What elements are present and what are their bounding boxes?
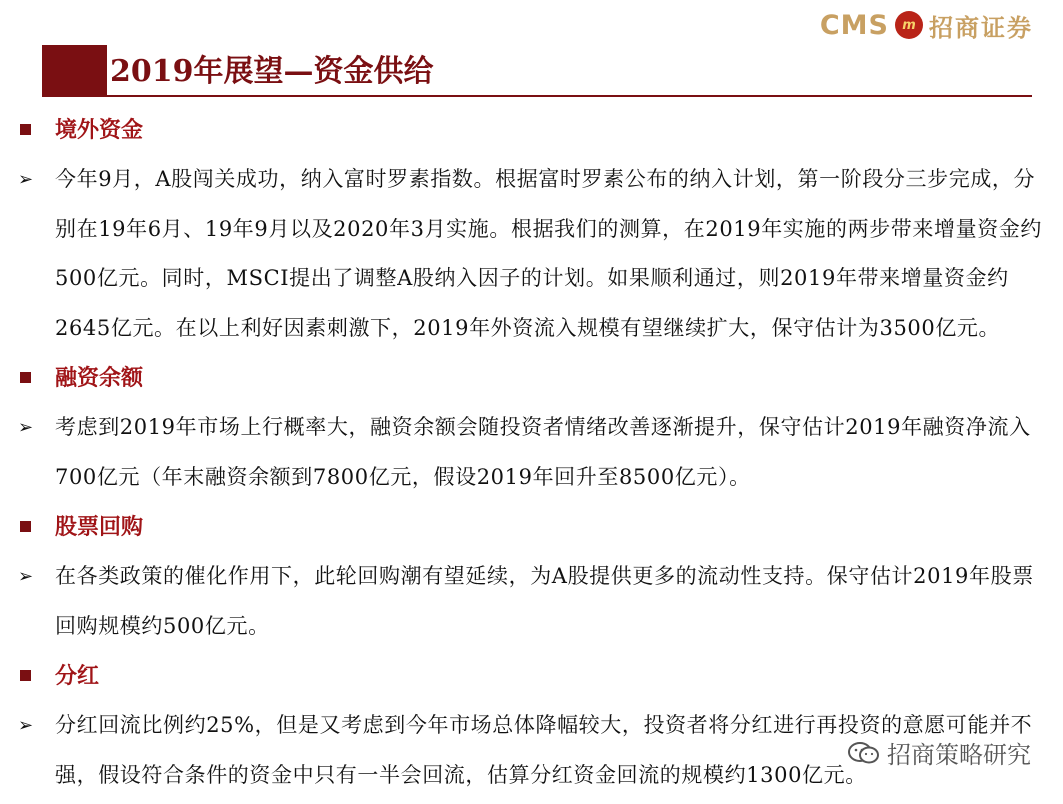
section-heading: 分红 xyxy=(55,663,100,689)
arrow-bullet-icon: ➢ xyxy=(18,169,34,190)
square-bullet-icon xyxy=(20,372,31,383)
watermark-text: 招商策略研究 xyxy=(887,741,1031,769)
section-heading: 股票回购 xyxy=(55,514,144,540)
section-heading: 融资余额 xyxy=(55,365,144,391)
bullet-text: 今年9月，A股闯关成功，纳入富时罗素指数。根据富时罗素公布的纳入计划，第一阶段分三步完成，分别在19年6月、19年9月以及2020年3月实施。根据我们的测算，在2019年实施的两步带来增量资金约500亿元。同时，MSCI提出了调整A股纳入因子的计划。如果顺利通过，则2019年带来增量资金约2645亿元。在以上利好因素刺激下，2019年外资流入规模有望继续扩大，保守估计为3500亿元。 xyxy=(55,167,1043,340)
bullet-text: 在各类政策的催化作用下，此轮回购潮有望延续，为A股提供更多的流动性支持。保守估计2019年股票回购规模约500亿元。 xyxy=(55,564,1034,638)
logo-mark-icon: m xyxy=(895,11,923,39)
square-bullet-icon xyxy=(20,670,31,681)
square-bullet-icon xyxy=(20,124,31,135)
arrow-bullet-icon: ➢ xyxy=(18,566,34,587)
square-bullet-icon xyxy=(20,521,31,532)
bullet-text: 考虑到2019年市场上行概率大，融资余额会随投资者情绪改善逐渐提升，保守估计2019年融资净流入700亿元（年末融资余额到7800亿元，假设2019年回升至8500亿元）。 xyxy=(55,415,1031,489)
logo-cms-text: CMS xyxy=(819,9,889,41)
content-body xyxy=(0,105,1063,800)
arrow-bullet-icon: ➢ xyxy=(18,715,34,736)
company-logo xyxy=(820,8,1033,42)
title-divider xyxy=(42,95,1032,97)
arrow-bullet-icon: ➢ xyxy=(18,417,34,438)
section-heading-buyback xyxy=(0,502,1063,552)
wechat-watermark xyxy=(847,735,1031,770)
section-heading-foreign-capital xyxy=(0,105,1063,155)
bullet-paragraph xyxy=(0,155,1063,353)
section-heading-dividend xyxy=(0,651,1063,701)
bullet-paragraph xyxy=(0,403,1063,502)
wechat-icon xyxy=(847,741,881,765)
title-accent-block xyxy=(42,45,107,97)
section-heading: 境外资金 xyxy=(55,117,144,143)
logo-company-name: 招商证券 xyxy=(929,12,1033,42)
bullet-text: 分红回流比例约25%，但是又考虑到今年市场总体降幅较大，投资者将分红进行再投资的意愿可能并不强，假设符合条件的资金中只有一半会回流，估算分红资金回流的规模约1300亿元。 xyxy=(55,713,1033,787)
section-heading-margin-balance xyxy=(0,353,1063,403)
bullet-paragraph xyxy=(0,552,1063,651)
page-title: 2019年展望—资金供给 xyxy=(110,54,434,89)
